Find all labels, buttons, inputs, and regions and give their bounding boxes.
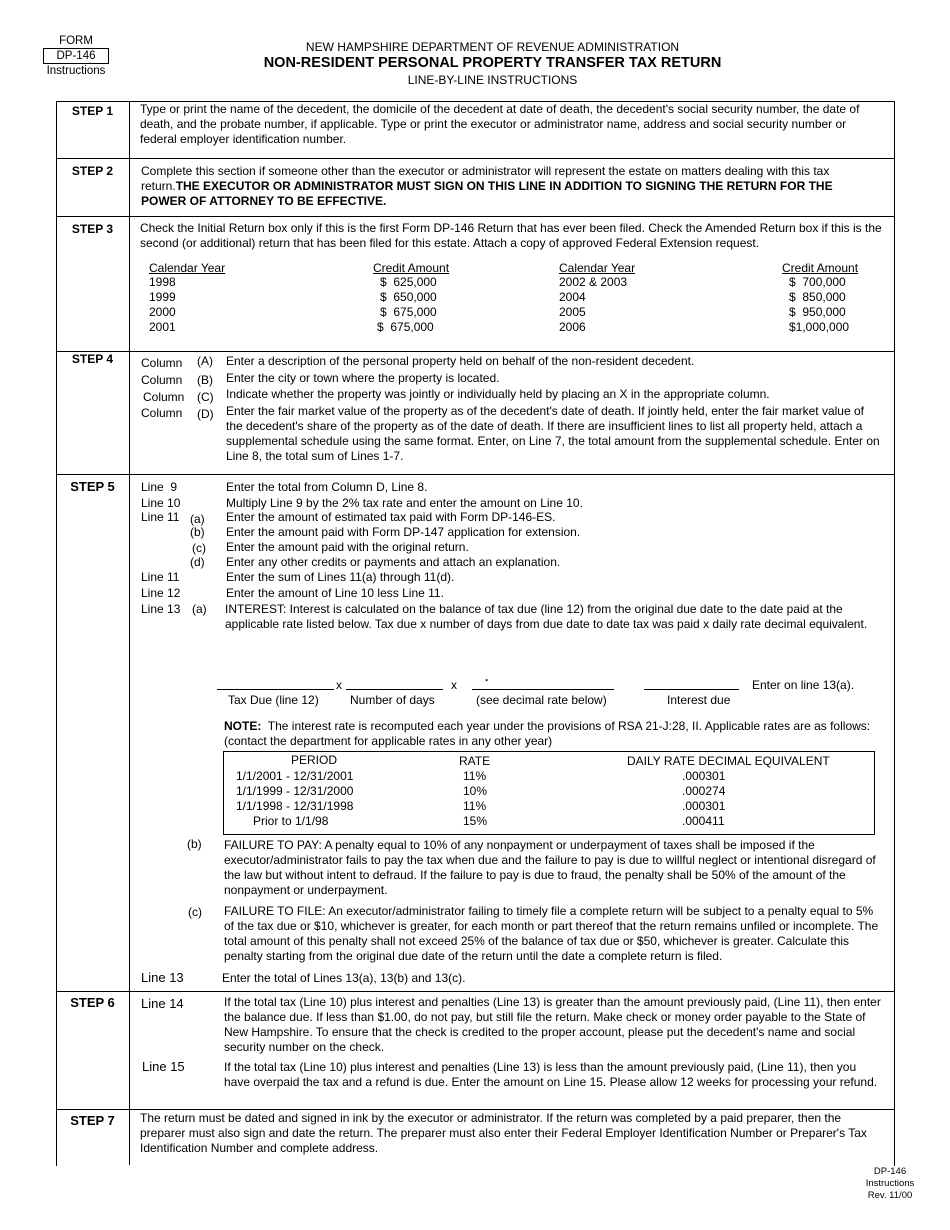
calc-decimal-point: · [485,673,489,687]
footer-instructions: Instructions [865,1178,915,1189]
agency-name: NEW HAMPSHIRE DEPARTMENT OF REVENUE ADMINISTRATION [305,40,680,54]
rate-blank [472,689,614,690]
column-c-word: Column [143,390,185,404]
document-subtitle: LINE-BY-LINE INSTRUCTIONS [407,73,578,87]
line13b-letter: (b) [187,837,202,851]
calc-multiply-1: x [336,678,342,692]
rate-row-rate: 11% [463,799,487,813]
step3-label: STEP 3 [71,222,114,236]
form-number: DP-146 [43,48,109,64]
step7-text: The return must be dated and signed in ink by the executor or administrator. If the return was completed by a paid preparer, then the preparer must also sign and date the return. The preparer must also enter their Federal Employer Identification Number or Preparer's Tax Identification Number and complete address. [140,1111,867,1155]
line14-label: Line 14 [141,996,184,1011]
credit-amount: $ 675,000 [377,320,434,334]
step-column-divider [129,101,130,1165]
line13-total-text: Enter the total of Lines 13(a), 13(b) and 13(c). [222,971,466,985]
column-a-word: Column [141,356,183,370]
calc-tax-due-label: Tax Due (line 12) [228,693,319,707]
line12-label: Line 12 [141,586,181,600]
line9-text: Enter the total from Column D, Line 8. [226,480,428,494]
footer-rev: Rev. 11/00 [867,1190,913,1201]
line11d-text: Enter any other credits or payments and attach an explanation. [226,555,561,569]
form-label: FORM [59,35,93,47]
rate-header-period: PERIOD [291,753,338,767]
step2-label: STEP 2 [71,164,114,178]
rate-row-period: Prior to 1/1/98 [253,814,329,828]
credit-amount: $ 650,000 [380,290,437,304]
line14-text: If the total tax (Line 10) plus interest and penalties (Line 13) is greater than the amount previously paid, (Line 11), then enter the balance due. If less than $1.00, do not pay, but still file the return. Make check or money order payable to the State of New Hampshire. To ensure that the check is credited to the proper account, please put the decedent's name and social security number on the check. [224,995,881,1054]
line13c-letter: (c) [188,905,202,919]
credit-year: 2001 [149,320,176,334]
line13-total-label: Line 13 [141,970,184,985]
credit-year: 1998 [149,275,176,289]
column-d-letter: (D) [197,407,214,421]
column-b-letter: (B) [197,373,213,387]
rate-note [224,719,879,749]
line13a-text: INTEREST: Interest is calculated on the balance of tax due (line 12) from the original due date to the date paid at the applicable rate listed below. Tax due x number of days from due date to date tax was paid x daily rate decimal equivalent. [225,602,868,631]
rate-row-rate: 10% [463,784,488,798]
calc-enter-line13a: Enter on line 13(a). [752,678,855,692]
line15-text: If the total tax (Line 10) plus interest and penalties (Line 13) is less than the amount previously paid, (Line 11), then you have overpaid the tax and a refund is due. Enter the amount on Line 15. Please allow 12 weeks for processing your refund. [224,1060,878,1089]
rate-row-rate: 15% [463,814,488,828]
credit-year: 2005 [559,305,586,319]
step5-label: STEP 5 [70,479,115,494]
rate-row-daily: .000411 [682,814,725,828]
line11b-letter: (b) [190,525,205,539]
step1-text: Type or print the name of the decedent, the domicile of the decedent at date of death, the decedent's social security number, the date of death, and the probate number, if applicable. Type or print the executor or administrator name, address and social security number or federal employer identification number. [140,102,860,146]
line13-label: Line 13 [141,602,181,616]
line11-total-text: Enter the sum of Lines 11(a) through 11(d). [226,570,455,584]
note-text: The interest rate is recomputed each year under the provisions of RSA 21-J:28, II. Applicable rates are as follows: (contact the department for applicable rates in any other year) [224,719,871,748]
note-label: NOTE: [224,719,262,733]
rate-row-period: 1/1/1999 - 12/31/2000 [236,784,354,798]
divider-step3 [56,216,894,217]
line13b-text: FAILURE TO PAY: A penalty equal to 10% of any nonpayment or underpayment of taxes shall be imposed if the executor/administrator fails to pay the tax when due and the failure to pay is due to willful neglect or intentional disregard of the law but without intent to defraud. If the failure to pay is due to fraud, the penalty shall be 50% of the amount of the nonpayment or underpayment. [224,838,876,897]
credit-amount: $ 700,000 [789,275,846,289]
step3-col-year-right: Calendar Year [559,261,636,275]
credit-year: 2000 [149,305,176,319]
step7-label: STEP 7 [70,1113,115,1128]
line12-text: Enter the amount of Line 10 less Line 11. [226,586,444,600]
column-a-letter: (A) [197,354,213,368]
column-c-text: Indicate whether the property was jointly or individually held by placing an X in the appropriate column. [226,387,770,401]
interest-due-blank [644,689,739,690]
step3-col-credit-left: Credit Amount [373,261,450,275]
column-b-word: Column [141,373,183,387]
column-b-text: Enter the city or town where the property is located. [226,371,500,385]
rate-row-daily: .000274 [682,784,726,798]
document-title: NON-RESIDENT PERSONAL PROPERTY TRANSFER TAX RETURN [263,55,722,71]
divider-step6 [56,991,894,992]
rate-row-daily: .000301 [682,799,726,813]
column-d-text: Enter the fair market value of the property as of the decedent's date of death. If jointly held, enter the fair market value of the decedent's share of the property as of the date of death. If there are insufficient lines to list all property held, attach a supplemental schedule using the same format. Enter, on Line 7, the total amount from the supplemental schedule. Enter on Line 8, the total sum of Lines 1-7. [226,404,880,463]
line10-text: Multiply Line 9 by the 2% tax rate and enter the amount on Line 10. [226,496,583,510]
divider-step4 [56,351,894,352]
step4-label: STEP 4 [71,352,114,366]
line11c-text: Enter the amount paid with the original return. [226,540,469,554]
credit-year: 2006 [559,320,586,334]
credit-amount: $ 950,000 [789,305,846,319]
credit-amount: $ 675,000 [380,305,437,319]
line11a-letter: (a) [190,512,205,526]
form-instructions-label: Instructions [46,65,106,77]
step2-bold: THE EXECUTOR OR ADMINISTRATOR MUST SIGN ON THIS LINE IN ADDITION TO SIGNING THE RETURN FOR THE POWER OF ATTORNEY TO BE EFFECTIVE. [141,179,833,208]
line11b-text: Enter the amount paid with Form DP-147 application for extension. [226,525,581,539]
line11-label: Line 11 [141,510,180,524]
line15-label: Line 15 [142,1059,185,1074]
rate-header-daily: DAILY RATE DECIMAL EQUIVALENT [627,754,830,768]
line13a-letter: (a) [192,602,207,616]
rate-row-rate: 11% [463,769,487,783]
credit-amount: $ 625,000 [380,275,437,289]
footer-form: DP-146 [873,1166,907,1177]
step2-plain: Complete this section if someone other than the executor or administrator will represent the estate on matters dealing with this tax return. [141,164,830,193]
column-c-letter: (C) [197,390,214,404]
rate-header-rate: RATE [459,754,491,768]
footer-revision [855,1166,925,1202]
step3-col-year-left: Calendar Year [149,261,226,275]
credit-year: 1999 [149,290,176,304]
step2-text [141,164,881,209]
credit-year: 2002 & 2003 [559,275,628,289]
rate-row-period: 1/1/1998 - 12/31/1998 [236,799,354,813]
line13c-text: FAILURE TO FILE: An executor/administrator failing to timely file a complete return will be subject to a penalty equal to 5% of the tax due or $10, whichever is greater, for each month or part thereof that the return remains unfiled or incomplete. The total amount of this penalty shall not exceed 25% of the balance of tax due or $50, whichever is greater. Calculate this penalty starting from the original due date of the return until the date a complete return is filed. [224,904,879,963]
calc-days-label: Number of days [350,693,435,707]
rate-row-daily: .000301 [682,769,726,783]
tax-due-blank [217,689,334,690]
calc-multiply-2: x [451,678,457,692]
credit-amount: $1,000,000 [789,320,850,334]
divider-step7 [56,1109,894,1110]
divider-step2 [56,158,894,159]
column-a-text: Enter a description of the personal property held on behalf of the non-resident decedent. [226,354,695,368]
calc-rate-label: (see decimal rate below) [476,693,607,707]
step6-label: STEP 6 [70,995,115,1010]
line11-total-label: Line 11 [141,570,180,584]
calc-interest-label: Interest due [667,693,731,707]
rate-row-period: 1/1/2001 - 12/31/2001 [236,769,354,783]
days-blank [346,689,443,690]
line10-label: Line 10 [141,496,181,510]
line11a-text: Enter the amount of estimated tax paid with Form DP-146-ES. [226,510,556,524]
credit-year: 2004 [559,290,586,304]
line9-label: Line 9 [141,480,178,494]
credit-amount: $ 850,000 [789,290,846,304]
step1-label: STEP 1 [71,104,114,118]
step3-col-credit-right: Credit Amount [782,261,859,275]
step3-text: Check the Initial Return box only if this is the first Form DP-146 Return that has ever been filed. Check the Amended Return box if this is the second (or additional) return that has been filed for this estate. Attach a copy of approved Federal Extension request. [140,221,882,250]
line11d-letter: (d) [190,555,205,569]
column-d-word: Column [141,406,183,420]
line11c-letter: (c) [192,541,206,555]
divider-step5 [56,474,894,475]
